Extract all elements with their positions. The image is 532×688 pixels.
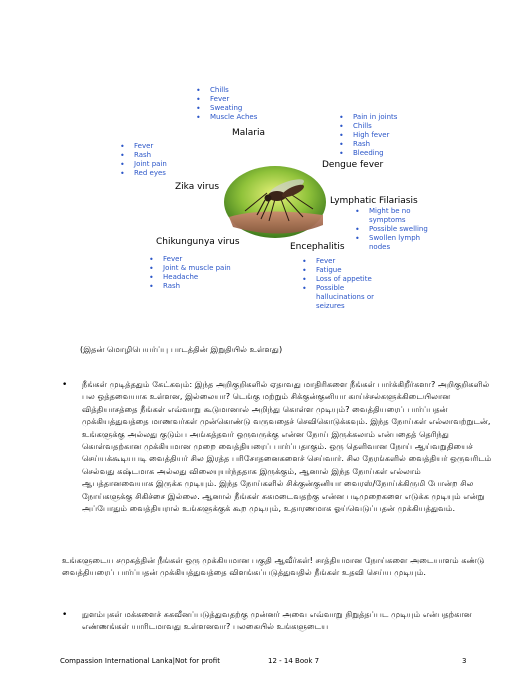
filariasis-label: Lymphatic Filariasis — [330, 196, 418, 206]
dengue-symptoms — [339, 113, 397, 158]
zika-label: Zika virus — [175, 182, 220, 192]
footer-center: 12 - 14 Book 7 — [268, 657, 320, 665]
list-item: • Muscle Aches — [196, 113, 258, 122]
paragraph-community: உங்களுடைய சமுகத்தின் நீங்கள் ஒரு முக்கியமான பகுதி ஆவீர்கள்! சாத்தியமான நோய்களை அடையாளம் கண்டு வைத்தியரைப் பார்ப்பதன் முக்கியத்துவத்தை விளங்கப்படுத்துவதில் நீங்கள் உதவி செய்ய முடியும். — [62, 555, 485, 578]
list-item: • Possible swelling — [355, 225, 428, 234]
footer-left: Compassion International Lanka|Not for profit — [60, 657, 220, 665]
list-item: • Bleeding — [339, 149, 384, 158]
list-item: • Joint & muscle pain — [149, 264, 231, 273]
list-item: • Chills — [339, 122, 372, 131]
paragraph-prevention: நுளம்புகள் மக்களைச் சுகவீனப்படுத்துவதற்கு முன்னர் அவை எவ்வாறு நிறுத்தப்பட முடியும் என்பதற்கான எண்ணங்கள் யாரிடமாவது உள்ளனவா? பலகையில் உங்களுடைய — [82, 609, 472, 632]
list-item: • Rash — [120, 151, 152, 160]
list-item: • Rash — [149, 282, 181, 291]
encephalitis-label: Encephalitis — [290, 242, 345, 252]
malaria-symptoms — [196, 86, 257, 122]
chikungunya-label: Chikungunya virus — [156, 237, 240, 247]
list-item: • High fever — [339, 131, 390, 140]
list-item: • Sweating — [196, 104, 243, 113]
list-item: • Chills — [196, 86, 229, 95]
list-item: • Fatigue — [302, 266, 342, 275]
page-number: 3 — [462, 657, 467, 665]
mosquito-image — [223, 165, 328, 239]
list-item: • Fever — [302, 257, 336, 266]
zika-symptoms — [120, 142, 167, 178]
list-item: • Headache — [149, 273, 199, 282]
paragraph-questions: நீங்கள் முடித்ததும் கேட்கவும்: இந்த அறிகுறிகளில் ஏதாவது மாதிரிகளை நீங்கள் பார்க்கிறீர்களா? அறிகுறிகளில் பல ஒத்தவையாக உள்ளன, இல்லையா? டெங்கு மற்றும் சிக்குன்குனியா காய்ச்சல்களுக்கிடையிலான வித்தியாசத்தை நீங்கள் எவ்வாறு கூடுமானால் அறிந்து கொள்ள முடியும்? வைத்தியரைப் பார்ப்பதன் முக்கியத்துவத்தை மாணவர்கள் முன்கொண்டு வருவதைச் செவிகொடுக்கவும். இந்த நோய்கள் எல்லாவற்றுடன், உங்களுக்கு அல்லது குடும்ப அங்கத்தவர் ஒருவருக்கு என்ன நோய் இருக்கலாம் என்பதைத் தெரிந்து கொள்வதற்கான முக்கியமான முறை வைத்தியரைப் பார்ப்பதாகும். ஒரு தெளிவான நோய் ஆய்வறுதியைச் செய்யக்கூடியபடி வைத்தியர் சில இரத்த பரிசோதனைகளைச் செய்வார். சில நேரங்களில் வைத்தியர் ஒருவரிடம் செல்வது கஷ்டமாக அல்லது விலையுயர்ந்ததாக இருக்கும், ஆனால் இந்த நோய்கள் எல்லாம் ஆபத்தானவையாக இருக்க முடியும். இந்த நோய்களில் சிக்குன்குனியா வைரஸ்/நோய்க்கிருமி போன்ற சில நோய்களுக்கு சிகிச்சை இல்லை. ஆனால் நீங்கள் சுகமடைவதற்கு என்ன படிமுறைகளை எடுக்க முடியும் என்று அப்போதும் வைத்தியரால் உங்களுக்குக் கூற முடியும், உதாரணமாக ஓய்வெடுப்பதன் முக்கியத்துவம். — [82, 379, 492, 514]
chikungunya-symptoms — [149, 255, 231, 291]
list-item: • Loss of appetite — [302, 275, 372, 284]
encephalitis-symptoms — [302, 257, 378, 311]
dengue-label: Dengue fever — [322, 160, 384, 170]
list-item: • Might be no symptoms — [355, 207, 411, 224]
list-item: • Fever — [196, 95, 230, 104]
diagram-caption: (இதன் மொழிபெயர்ப்பு பாடத்தின் இறுதியில் உள்ளது) — [80, 344, 283, 354]
malaria-label: Malaria — [232, 128, 266, 138]
list-item: • Swollen lymph nodes — [355, 234, 421, 251]
list-item: • Red eyes — [120, 169, 166, 178]
bullet-icon: • — [62, 380, 68, 390]
list-item: • Pain in joints — [339, 113, 398, 122]
bullet-icon: • — [62, 610, 68, 620]
list-item: • Joint pain — [120, 160, 167, 169]
list-item: • Possible hallucinations or seizures — [302, 284, 375, 310]
filariasis-symptoms — [355, 207, 428, 252]
list-item: • Rash — [339, 140, 371, 149]
list-item: • Fever — [120, 142, 154, 151]
list-item: • Fever — [149, 255, 183, 264]
